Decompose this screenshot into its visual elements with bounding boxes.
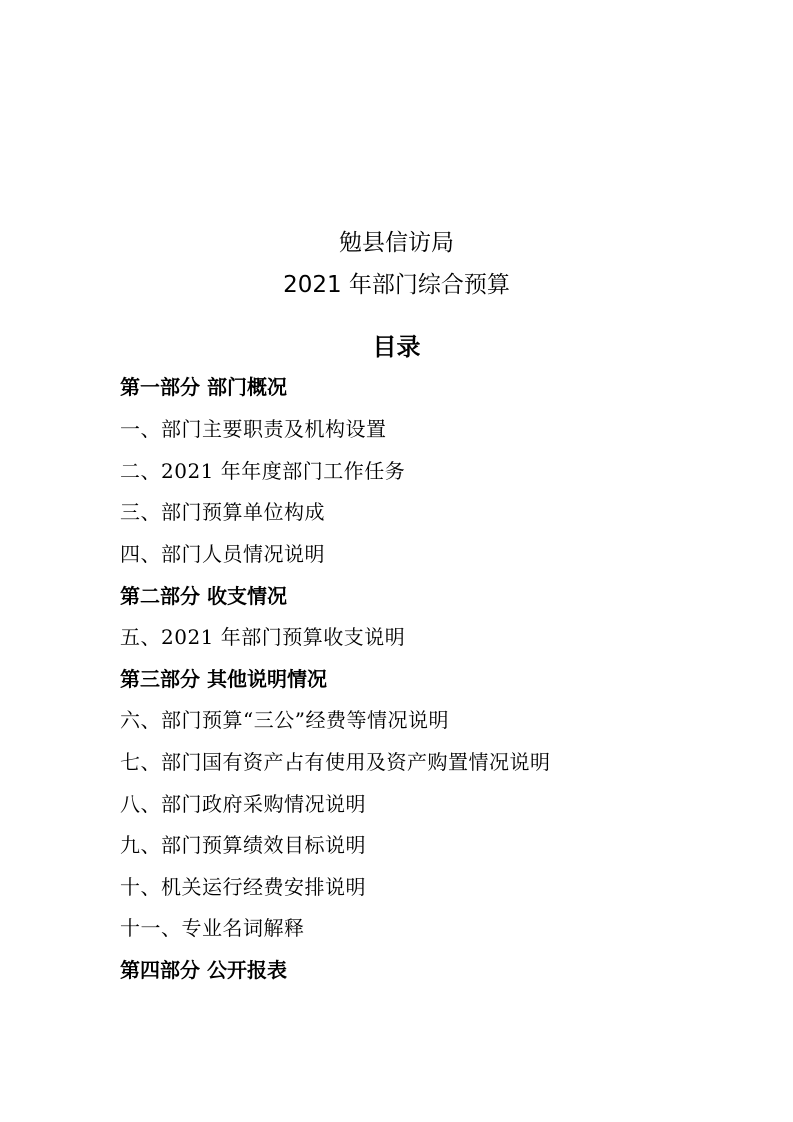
toc-part-1: 第一部分 部门概况 (120, 375, 287, 399)
toc-item-2: 二、2021 年年度部门工作任务 (120, 459, 406, 483)
toc-item-4: 四、部门人员情况说明 (120, 542, 325, 566)
toc-item-5: 五、2021 年部门预算收支说明 (120, 625, 406, 649)
toc-heading: 目录 (372, 333, 421, 361)
toc-item-1: 一、部门主要职责及机构设置 (120, 417, 387, 441)
toc-item-9: 九、部门预算绩效目标说明 (120, 833, 366, 857)
toc-item-11: 十一、专业名词解释 (120, 916, 305, 940)
toc-item-10: 十、机关运行经费安排说明 (120, 875, 366, 899)
toc-item-6: 六、部门预算“三公”经费等情况说明 (120, 708, 449, 732)
org-title: 勉县信访局 (339, 230, 454, 256)
toc-part-4: 第四部分 公开报表 (120, 958, 287, 982)
toc-part-2: 第二部分 收支情况 (120, 584, 287, 608)
toc-item-7: 七、部门国有资产占有使用及资产购置情况说明 (120, 750, 551, 774)
toc-part-3: 第三部分 其他说明情况 (120, 667, 327, 691)
toc-item-8: 八、部门政府采购情况说明 (120, 792, 366, 816)
toc-item-3: 三、部门预算单位构成 (120, 500, 325, 524)
document-title: 2021 年部门综合预算 (283, 272, 510, 298)
